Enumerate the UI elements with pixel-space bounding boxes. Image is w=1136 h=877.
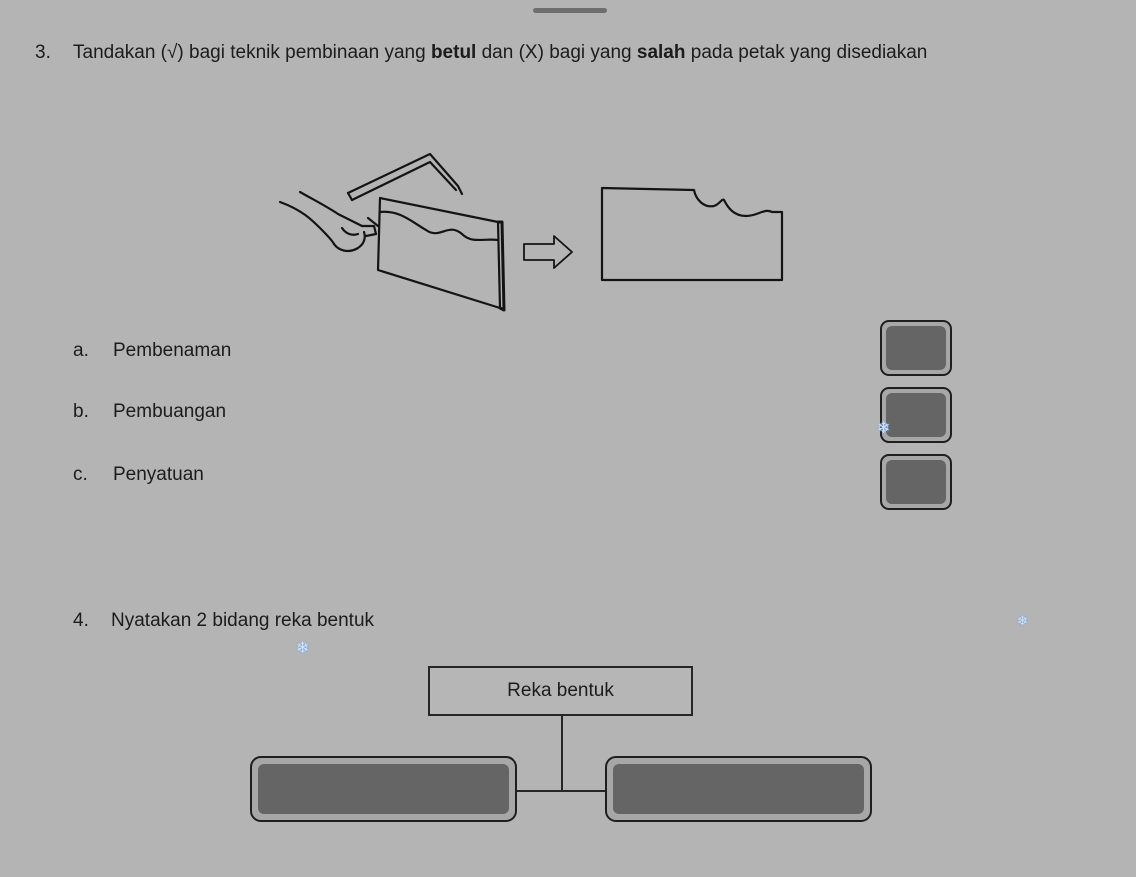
answer-box-c-fill — [886, 460, 946, 504]
answer-field-right-fill — [613, 764, 864, 814]
answer-field-left-fill — [258, 764, 509, 814]
snowflake-icon: ❄ — [296, 640, 310, 657]
snowflake-icon: ❄ — [1017, 613, 1028, 628]
question-3 — [35, 41, 927, 65]
option-c-label: Penyatuan — [113, 464, 204, 485]
option-a-label: Pembenaman — [113, 340, 232, 361]
coping-saw-icon — [348, 154, 462, 226]
option-c-letter: c. — [73, 464, 88, 485]
question-3-text-1: Tandakan (√) bagi teknik pembinaan yang — [73, 42, 431, 63]
snowflake-icon: ❄ — [877, 420, 891, 437]
option-a — [73, 339, 231, 363]
arrow-right-icon — [524, 236, 572, 268]
cut-result-icon — [602, 188, 782, 280]
cutting-illustration — [272, 148, 792, 318]
option-a-letter: a. — [73, 340, 89, 361]
answer-field-left[interactable] — [250, 756, 517, 822]
option-c — [73, 463, 204, 487]
question-3-text-3: pada petak yang disediakan — [685, 42, 928, 63]
question-4 — [73, 609, 374, 633]
design-root-box — [428, 666, 693, 716]
design-root-label: Reka bentuk — [507, 680, 614, 701]
question-3-text-2: dan (X) bagi yang — [476, 42, 637, 63]
question-3-bold-correct: betul — [430, 42, 477, 63]
question-3-number: 3. — [35, 42, 51, 63]
answer-box-a[interactable] — [880, 320, 952, 376]
option-b-letter: b. — [73, 401, 89, 422]
hand-icon — [280, 192, 376, 251]
sheet-drag-handle[interactable] — [533, 8, 607, 13]
question-3-bold-wrong: salah — [636, 42, 686, 63]
answer-box-b[interactable] — [880, 387, 952, 443]
answer-box-c[interactable] — [880, 454, 952, 510]
answer-field-right[interactable] — [605, 756, 872, 822]
question-4-number: 4. — [73, 610, 89, 631]
sheet-board-icon — [378, 198, 504, 310]
answer-box-b-fill — [886, 393, 946, 437]
question-4-text: Nyatakan 2 bidang reka bentuk — [111, 610, 375, 631]
option-b — [73, 400, 226, 424]
option-b-label: Pembuangan — [113, 401, 227, 422]
answer-box-a-fill — [886, 326, 946, 370]
